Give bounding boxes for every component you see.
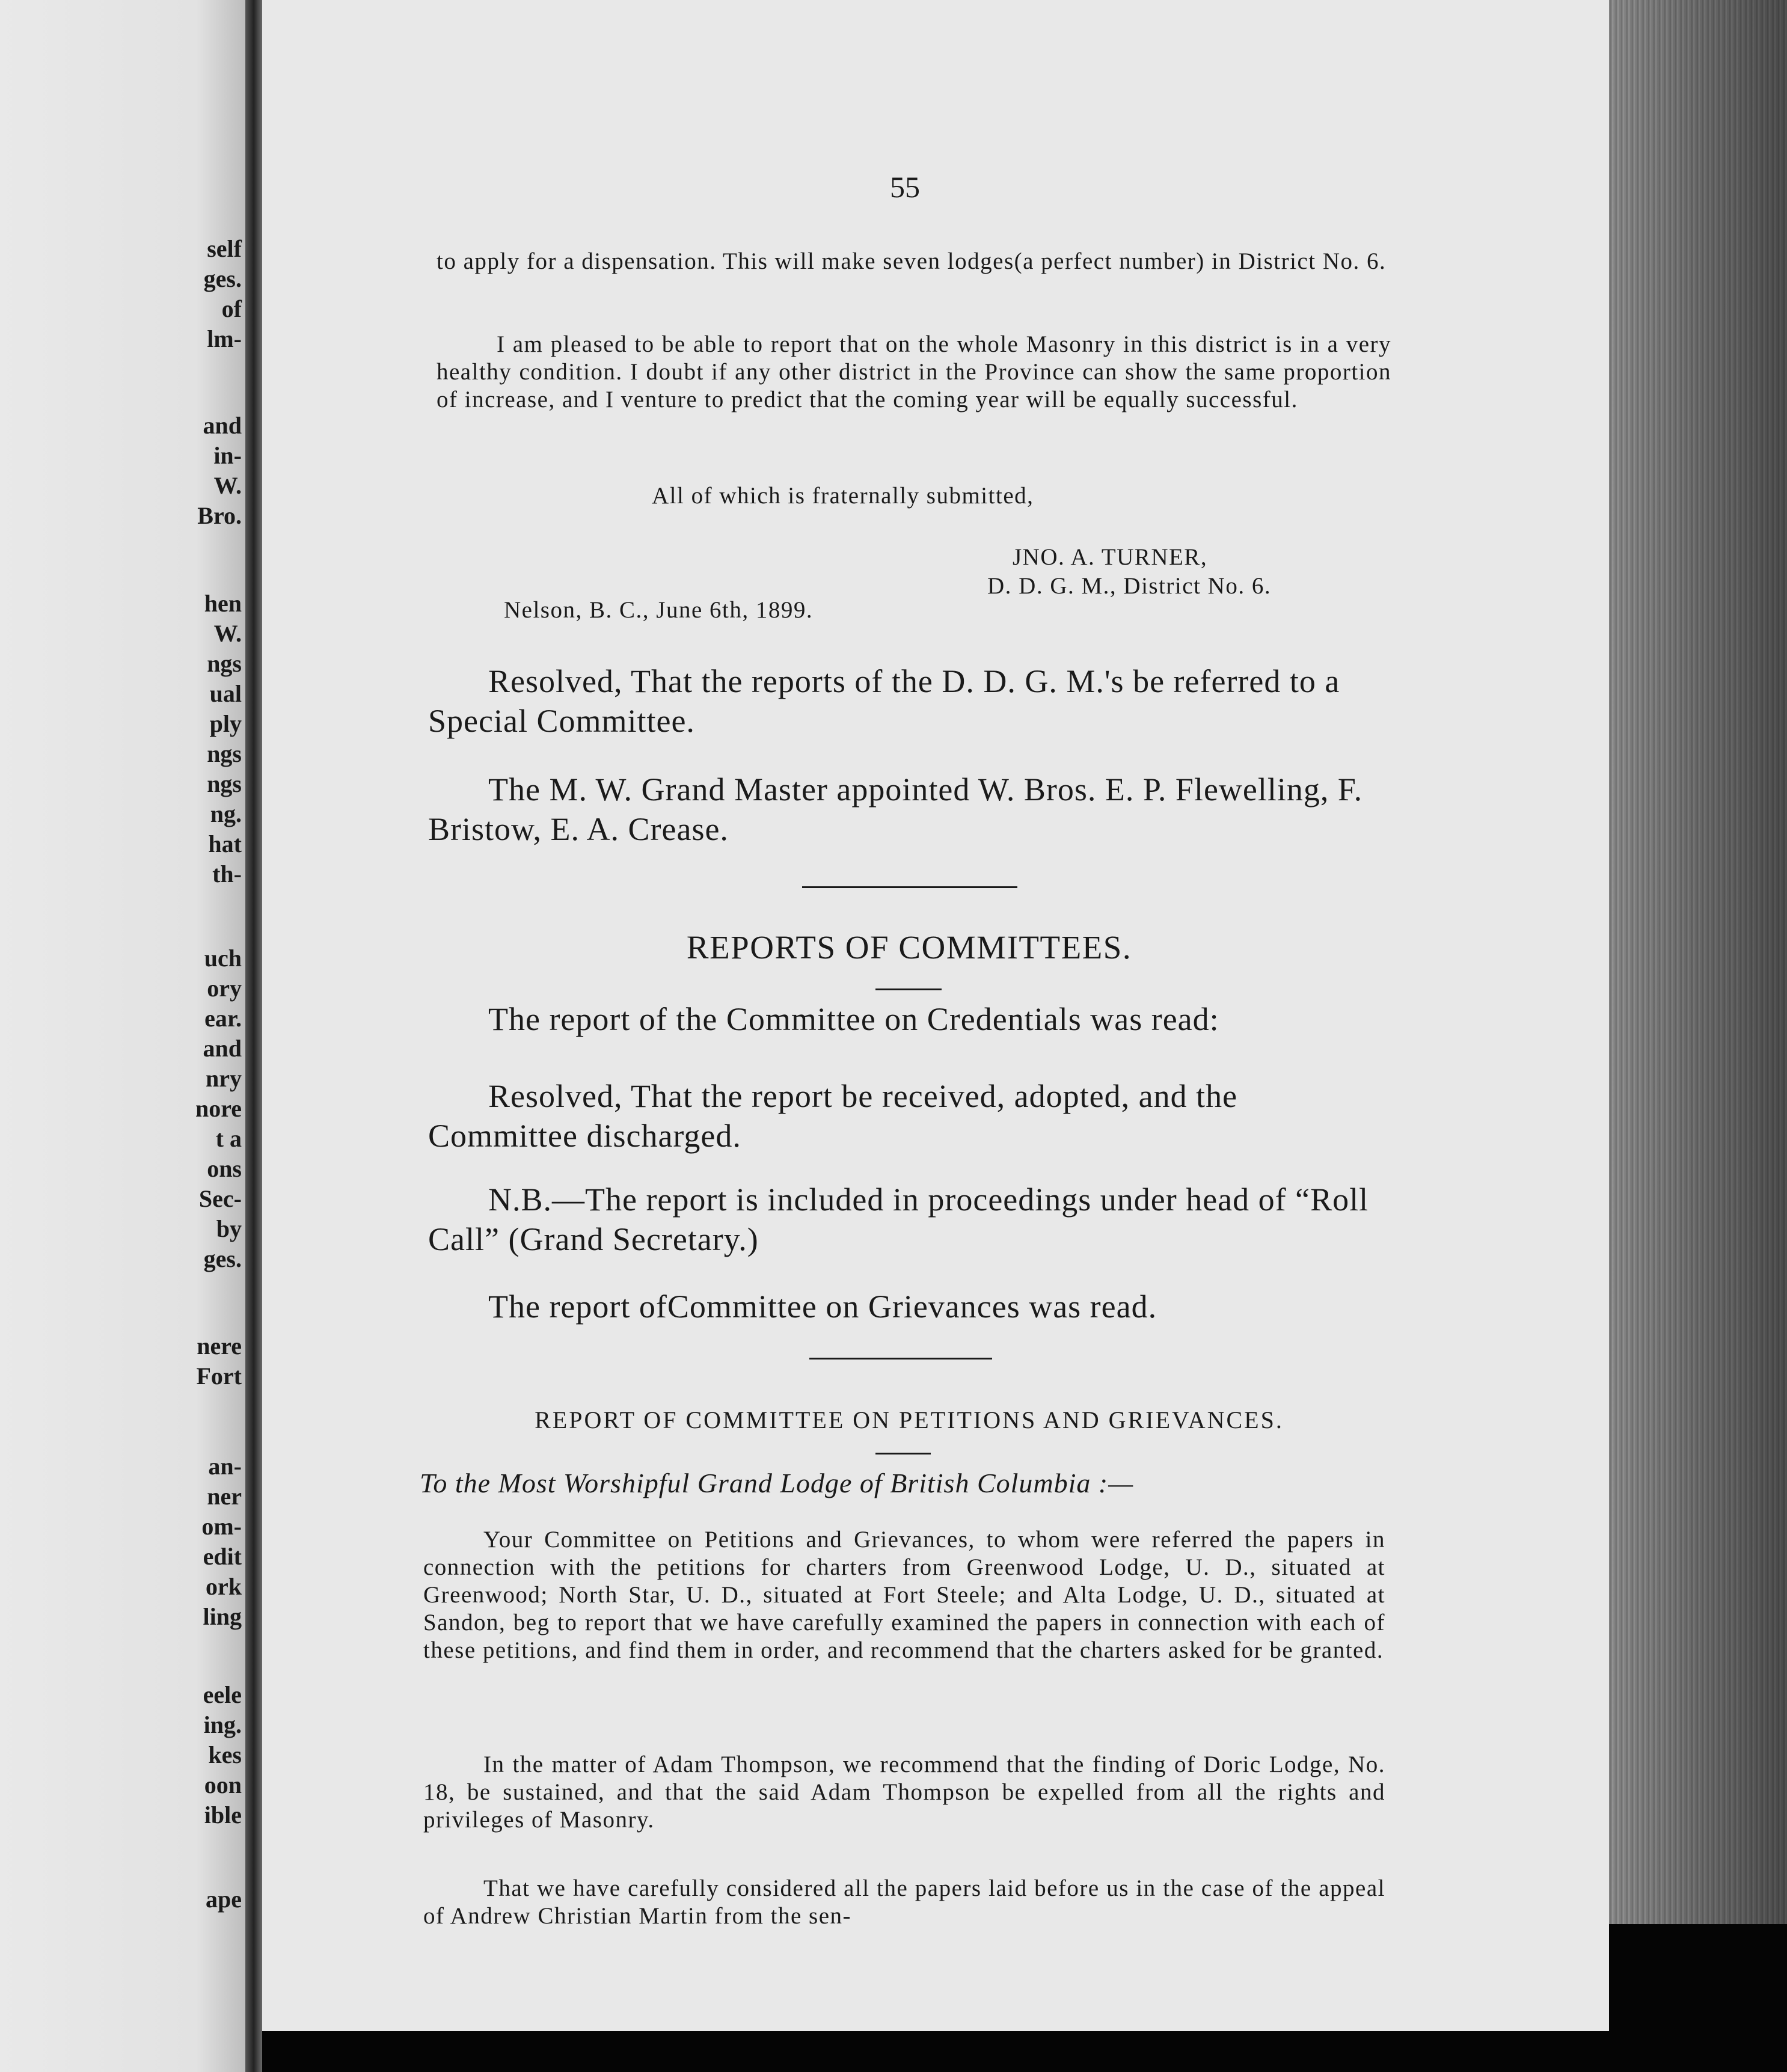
signature-title: D. D. G. M., District No. 6. — [987, 573, 1272, 599]
paragraph-condition: I am pleased to be able to report that on the whole Masonry in this district is in a very healthy condition. I doubt if any other district in the Province can show the same proportion of increase, and I venture to predict that the coming year will be equally successful. — [437, 331, 1391, 412]
left-fragment: ual — [209, 680, 242, 707]
left-fragment: oon — [204, 1771, 242, 1798]
left-fragment: Sec- — [198, 1185, 242, 1212]
paragraph-thompson: In the matter of Adam Thompson, we recommend that the finding of Doric Lodge, No. 18, be sustained, and that the said Adam Thompson be expelled from all the rights and privileges of Masonry. — [423, 1752, 1385, 1833]
left-fragment: ng. — [210, 800, 242, 827]
left-fragment: by — [216, 1215, 242, 1242]
left-fragment: hen — [204, 590, 242, 617]
left-fragment: ngs — [207, 740, 242, 767]
signature-name: JNO. A. TURNER, — [1013, 544, 1208, 570]
book-gutter — [245, 0, 262, 2072]
reports-heading: REPORTS OF COMMITTEES. — [686, 929, 1132, 966]
left-fragment: ling — [203, 1603, 242, 1630]
left-fragment: ner — [207, 1483, 242, 1510]
left-fragment: and — [203, 1035, 242, 1062]
grievances-read: The report ofCommittee on Grievances was read. — [488, 1289, 1157, 1325]
left-fragment: ory — [207, 975, 242, 1002]
submitted-line: All of which is fraternally submitted, — [652, 483, 1034, 509]
credentials-read: The report of the Committee on Credentials was read: — [488, 1001, 1219, 1037]
divider-short — [875, 1453, 931, 1454]
paragraph-petitions: Your Committee on Petitions and Grievances, to whom were referred the papers in connection with the petitions for charters from Greenwood Lodge, U. D., situated at Greenwood; North Star, U. D., situated at Fort Steele; and Alta Lodge, U. D., situated at Sandon, beg to report that we have carefully examined the papers in connection with each of these petitions, and find them in order, and recommend that the charters asked for be granted. — [423, 1527, 1385, 1663]
left-fragment: an- — [208, 1453, 242, 1480]
divider-double — [809, 1358, 992, 1359]
left-fragment: in- — [213, 442, 242, 469]
left-fragment: edit — [203, 1543, 242, 1570]
left-fragment: kes — [208, 1741, 242, 1768]
place-date: Nelson, B. C., June 6th, 1899. — [504, 597, 814, 623]
left-fragment: nere — [197, 1332, 242, 1359]
resolved-special-committee: Resolved, That the reports of the D. D. G. M.'s be referred to a Special Committee. — [428, 663, 1340, 739]
divider-short — [875, 988, 942, 990]
left-fragment: Bro. — [197, 502, 242, 529]
left-fragment: ngs — [207, 650, 242, 677]
facing-page-left — [0, 0, 245, 2072]
left-fragment: W. — [213, 620, 242, 647]
petitions-heading: REPORT OF COMMITTEE ON PETITIONS AND GRIEVANCES. — [535, 1406, 1284, 1433]
address-salutation: To the Most Worshipful Grand Lodge of British Columbia :— — [420, 1468, 1134, 1498]
appointed-committee: The M. W. Grand Master appointed W. Bros. E. P. Flewelling, F. Bristow, E. A. Crease. — [428, 771, 1363, 847]
left-fragment: ible — [204, 1801, 242, 1828]
left-fragment: om- — [201, 1513, 242, 1540]
page-number: 55 — [890, 170, 920, 204]
left-fragment: hat — [208, 830, 242, 857]
left-fragment: W. — [213, 472, 242, 499]
left-fragment: ges. — [203, 265, 242, 292]
left-fragment: lm- — [207, 325, 242, 352]
page-edges — [1609, 0, 1787, 1924]
paragraph-martin: That we have carefully considered all the papers laid before us in the case of the appeal of Andrew Christian Martin from the sen- — [423, 1875, 1385, 1929]
resolved-adopted: Resolved, That the report be received, adopted, and the Committee discharged. — [428, 1078, 1238, 1154]
left-fragment: self — [207, 235, 242, 262]
left-fragment: nry — [206, 1065, 242, 1092]
left-fragment: ork — [206, 1573, 242, 1600]
left-fragment: nore — [195, 1095, 242, 1122]
paragraph-continuation: to apply for a dispensation. This will make seven lodges(a perfect number) in District No. 6. — [437, 248, 1387, 274]
left-fragment: th- — [212, 860, 242, 887]
left-fragment: ing. — [203, 1711, 242, 1738]
left-fragment: Fort — [196, 1362, 242, 1390]
left-fragment: ear. — [204, 1005, 242, 1032]
left-fragment: ngs — [207, 770, 242, 797]
left-fragment: uch — [204, 945, 242, 972]
left-fragment: ons — [207, 1155, 242, 1182]
left-fragment: of — [221, 295, 242, 322]
nb-note: N.B.—The report is included in proceedings under head of “Roll Call” (Grand Secretary.) — [428, 1182, 1369, 1257]
left-fragment: ape — [206, 1886, 242, 1913]
left-fragment: ges. — [203, 1245, 242, 1272]
left-fragment: t a — [215, 1125, 242, 1152]
left-fragment: and — [203, 412, 242, 439]
left-fragment: eele — [203, 1681, 242, 1708]
divider-double — [802, 886, 1017, 888]
left-fragment: ply — [209, 710, 242, 737]
